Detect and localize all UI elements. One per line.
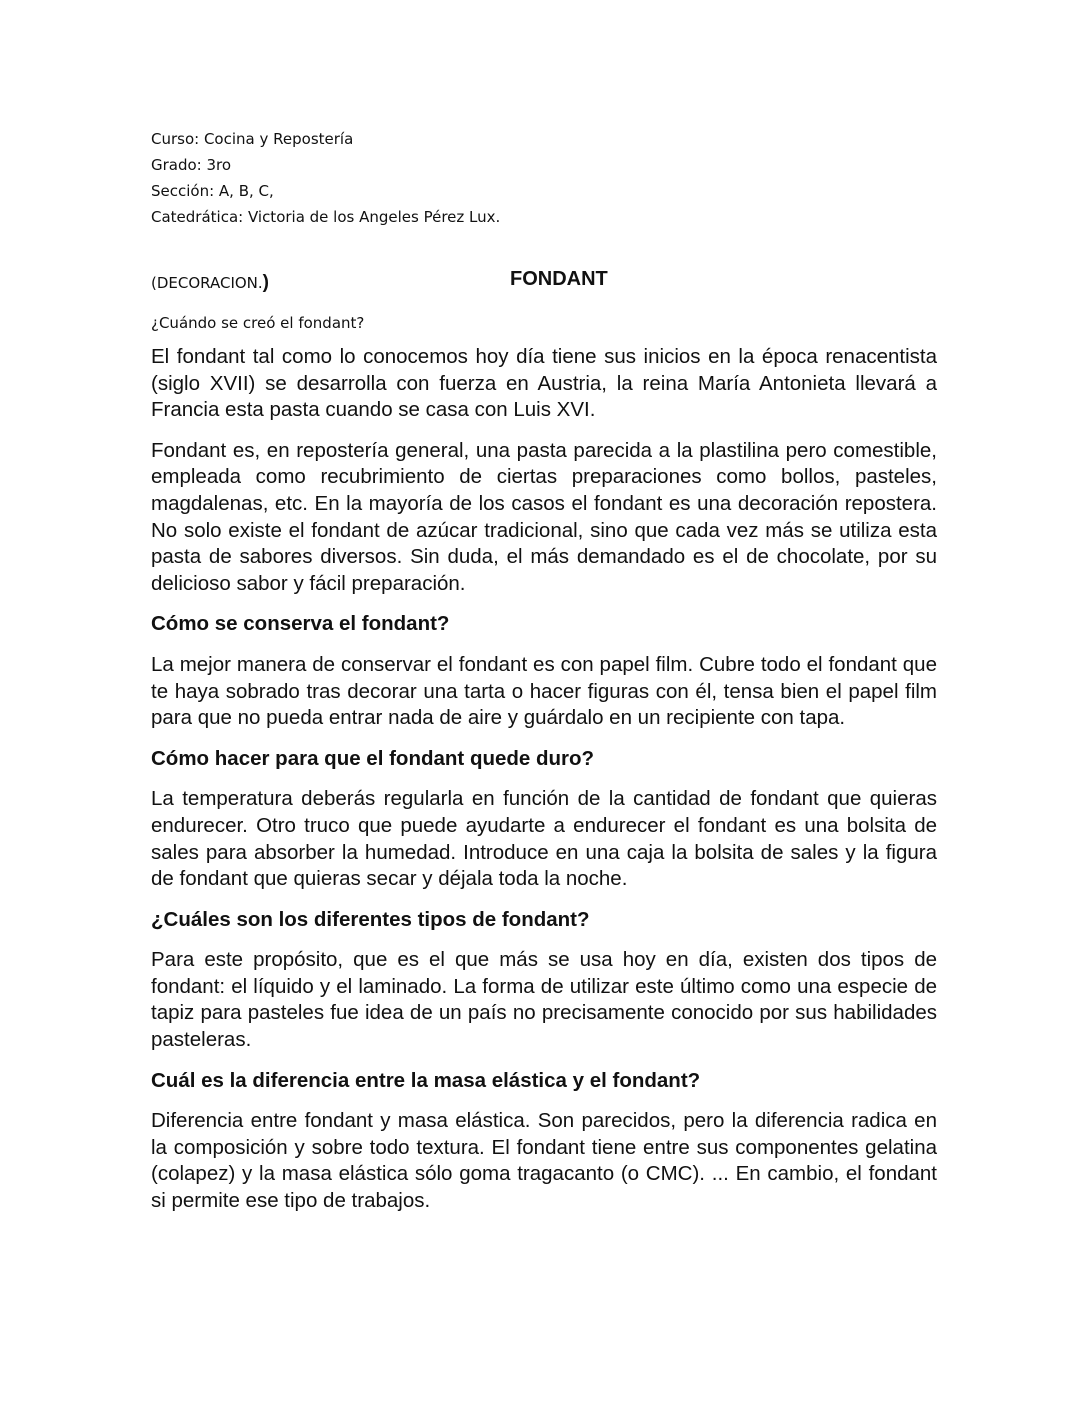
heading-conservation: Cómo se conserva el fondant? xyxy=(151,612,450,636)
course-header xyxy=(151,126,500,230)
page-title: FONDANT xyxy=(510,268,608,290)
document-body xyxy=(151,344,937,1229)
intro-question: ¿Cuándo se creó el fondant? xyxy=(151,314,365,332)
category-close: ) xyxy=(262,272,269,293)
heading-difference: Cuál es la diferencia entre la masa elástica y el fondant? xyxy=(151,1068,701,1092)
paragraph-definition: Fondant es, en repostería general, una pasta parecida a la plastilina pero comestible, empleada como recubrimiento de ciertas preparaciones como bollos, pasteles, magdalenas, etc. En la mayoría de los casos el fondant es una decoración repostera. No solo existe el fondant de azúcar tradicional, sino que cada vez más se utiliza esta pasta de sabores diversos. Sin duda, el más demandado es el de chocolate, por su delicioso sabor y fácil preparación. xyxy=(151,438,937,595)
category-text: (DECORACION. xyxy=(151,274,263,292)
paragraph-origin: El fondant tal como lo conocemos hoy día tiene sus inicios en la época renacentista (siglo XVII) se desarrolla con fuerza en Austria, la reina María Antonieta llevará a Francia esta pasta cuando se casa con Luis XVI. xyxy=(151,345,937,422)
heading-hardening: Cómo hacer para que el fondant quede duro? xyxy=(151,746,595,770)
course-line: Curso: Cocina y Repostería xyxy=(151,130,354,148)
category-label xyxy=(151,272,269,294)
teacher-line: Catedrática: Victoria de los Angeles Pérez Lux. xyxy=(151,208,501,226)
paragraph-hardening: La temperatura deberás regularla en función de la cantidad de fondant que quieras endurecer. Otro truco que puede ayudarte a endurecer el fondant es una bolsita de sales para absorber la humedad. Introduce en una caja la bolsita de sales y la figura de fondant que quieras secar y déjala toda la noche. xyxy=(151,787,937,891)
grade-line: Grado: 3ro xyxy=(151,156,232,174)
paragraph-conservation: La mejor manera de conservar el fondant es con papel film. Cubre todo el fondant que te haya sobrado tras decorar una tarta o hacer figuras con él, tensa bien el papel film para que no pueda entrar nada de aire y guárdalo en un recipiente con tapa. xyxy=(151,652,937,730)
section-line: Sección: A, B, C, xyxy=(151,182,274,200)
heading-types: ¿Cuáles son los diferentes tipos de fondant? xyxy=(151,907,590,931)
paragraph-difference: Diferencia entre fondant y masa elástica. Son parecidos, pero la diferencia radica en la composición y sobre todo textura. El fondant tiene entre sus componentes gelatina (colapez) y la masa elástica sólo goma tragacanto (o CMC). ... En cambio, el fondant si permite ese tipo de trabajos. xyxy=(151,1109,937,1213)
paragraph-types: Para este propósito, que es el que más se usa hoy en día, existen dos tipos de fondant: el líquido y el laminado. La forma de utilizar este último como una especie de tapiz para pasteles fue idea de un país no precisamente conocido por sus habilidades pasteleras. xyxy=(151,948,937,1052)
